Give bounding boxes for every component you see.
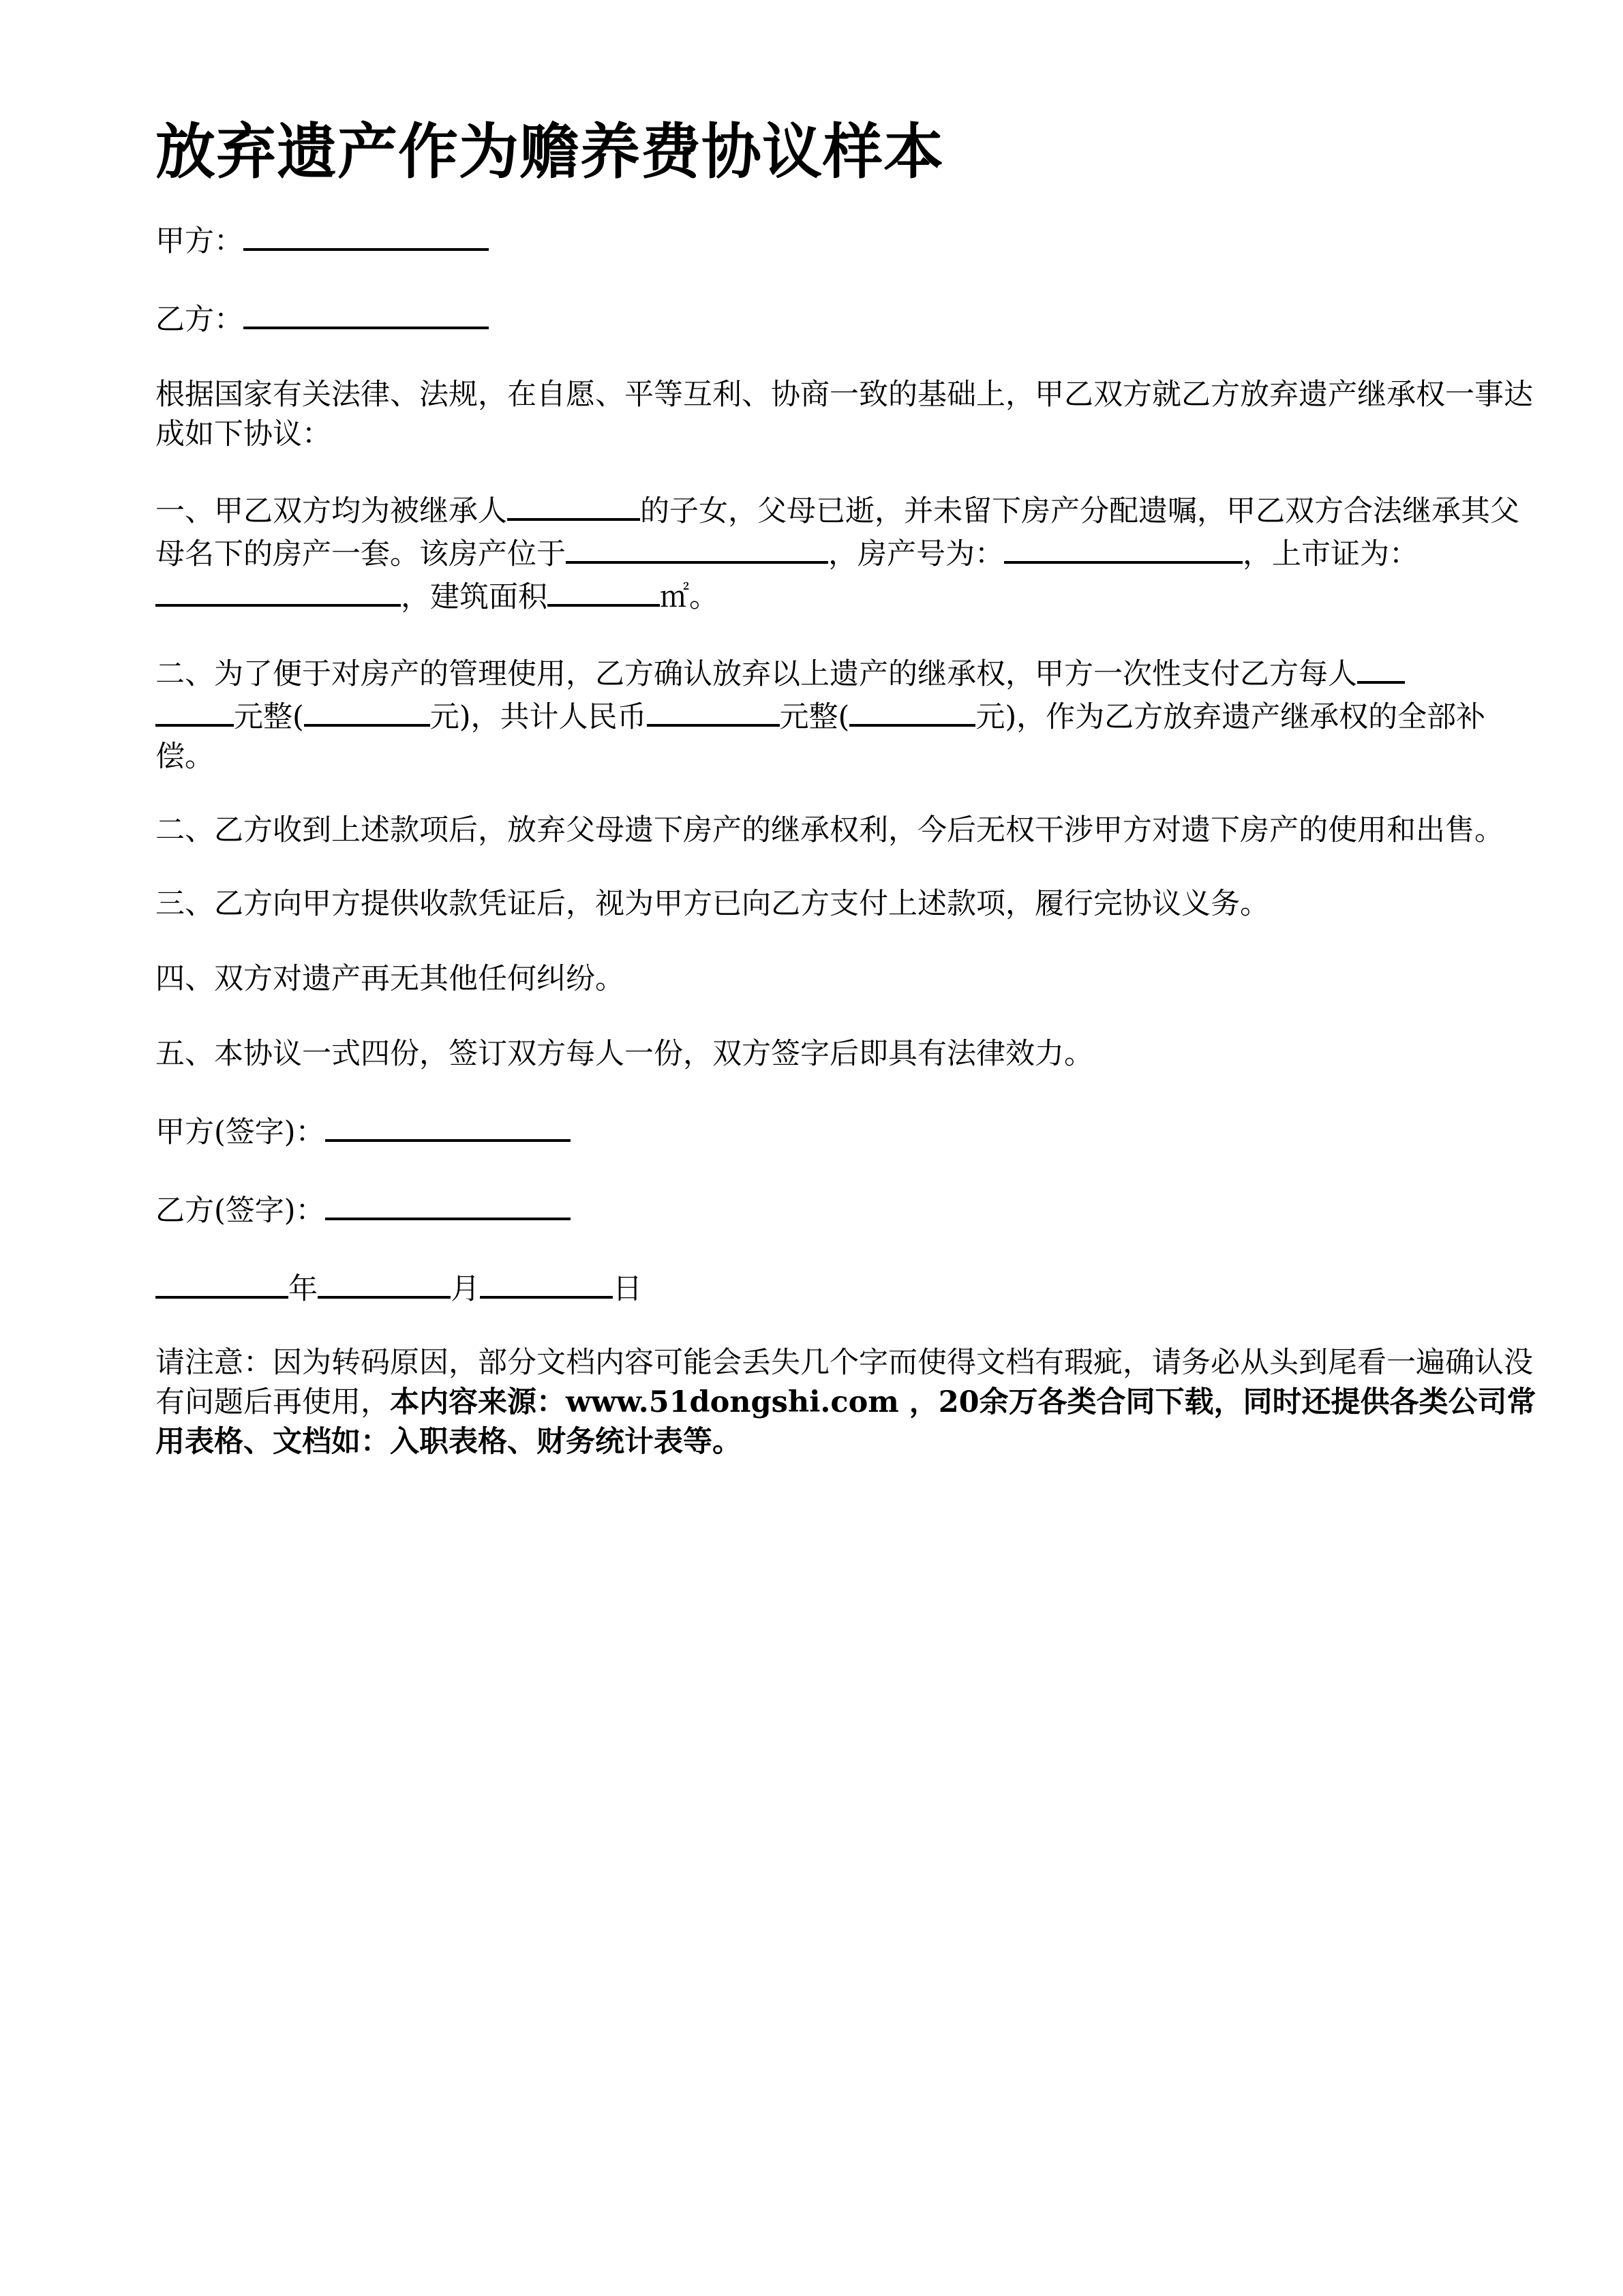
decedent-name-blank[interactable] — [507, 488, 640, 521]
floor-area-blank[interactable] — [547, 574, 660, 607]
clause-1-text: ，上市证为： — [1243, 537, 1419, 571]
intro-paragraph: 根据国家有关法律、法规，在自愿、平等互利、协商一致的基础上，甲乙双方就乙方放弃遗产继承权一事达成如下协议： — [155, 378, 1533, 451]
document-body — [155, 110, 1539, 1462]
signature-a-label: 甲方(签字)： — [155, 1115, 325, 1149]
clause-1-text: 一、甲乙双方均为被继承人 — [155, 494, 507, 528]
notice-source-text: 本内容来源：www.51dongshi.com ，20余万各类合同下载，同时还提供各类公司常用表格、文档如：入职表格、财务统计表等。 — [155, 1385, 1536, 1459]
clause-1 — [155, 488, 1539, 617]
clause-2-text: 元)，共计人民币 — [429, 700, 647, 734]
clause-1-text: 的子女，父母已逝，并未留下房产分配遗嘱，甲乙双方合法继承其父母名下的房产一套。该房产位于 — [155, 494, 1519, 571]
clause-1-text: ，建筑面积 — [401, 580, 547, 614]
clause-2-text: 元整( — [234, 700, 304, 734]
day-label: 日 — [613, 1272, 642, 1306]
signature-a-blank[interactable] — [325, 1109, 571, 1142]
day-blank[interactable] — [480, 1266, 613, 1299]
clause-3: 二、乙方收到上述款项后，放弃父母遗下房产的继承权利，今后无权干涉甲方对遗下房产的使用和出售。 — [155, 813, 1504, 847]
party-a-label: 甲方： — [155, 224, 243, 258]
clause-4: 三、乙方向甲方提供收款凭证后，视为甲方已向乙方支付上述款项，履行完协议义务。 — [155, 887, 1269, 921]
party-b-blank[interactable] — [243, 297, 489, 329]
party-a-line — [155, 218, 1539, 261]
notice-plain-text: 请注意：因为转码原因，部分文档内容可能会丢失几个字而使得文档有瑕疵，请务必从头到尾看一遍确认没有问题后再使用， — [155, 1346, 1533, 1419]
signature-a-line — [155, 1109, 1539, 1152]
total-amount-figure-blank[interactable] — [849, 694, 975, 727]
notice-paragraph — [155, 1343, 1539, 1462]
party-b-label: 乙方： — [155, 303, 243, 337]
property-number-blank[interactable] — [1004, 531, 1243, 564]
total-amount-blank[interactable] — [647, 694, 780, 727]
signature-b-line — [155, 1188, 1539, 1230]
month-label: 月 — [451, 1272, 480, 1306]
document-title: 放弃遗产作为赡养费协议样本 — [155, 117, 945, 187]
clause-1-text: ，房产号为： — [828, 537, 1004, 571]
year-label: 年 — [288, 1272, 318, 1306]
per-person-amount-blank-part2[interactable] — [155, 694, 234, 727]
clause-2 — [155, 651, 1539, 776]
per-person-amount-figure-blank[interactable] — [304, 694, 430, 727]
month-blank[interactable] — [318, 1266, 451, 1299]
clause-2-text: 元)，作为乙方放弃遗产继承权的全部补偿。 — [155, 700, 1486, 774]
clause-6: 五、本协议一式四份，签订双方每人一份，双方签字后即具有法律效力。 — [155, 1037, 1093, 1071]
property-location-blank[interactable] — [566, 531, 828, 564]
signature-b-blank[interactable] — [325, 1188, 571, 1220]
clause-2-text: 二、为了便于对房产的管理使用，乙方确认放弃以上遗产的继承权，甲方一次性支付乙方每人 — [155, 657, 1357, 691]
year-blank[interactable] — [155, 1266, 288, 1299]
date-line — [155, 1266, 1539, 1309]
listing-cert-blank[interactable] — [155, 574, 401, 607]
clause-5: 四、双方对遗产再无其他任何纠纷。 — [155, 962, 624, 996]
signature-b-label: 乙方(签字)： — [155, 1194, 325, 1228]
clause-1-text: ㎡。 — [660, 580, 718, 614]
clause-2-text: 元整( — [779, 700, 850, 734]
party-b-line — [155, 297, 1539, 339]
party-a-blank[interactable] — [243, 218, 489, 251]
per-person-amount-blank-part1[interactable] — [1357, 651, 1405, 684]
